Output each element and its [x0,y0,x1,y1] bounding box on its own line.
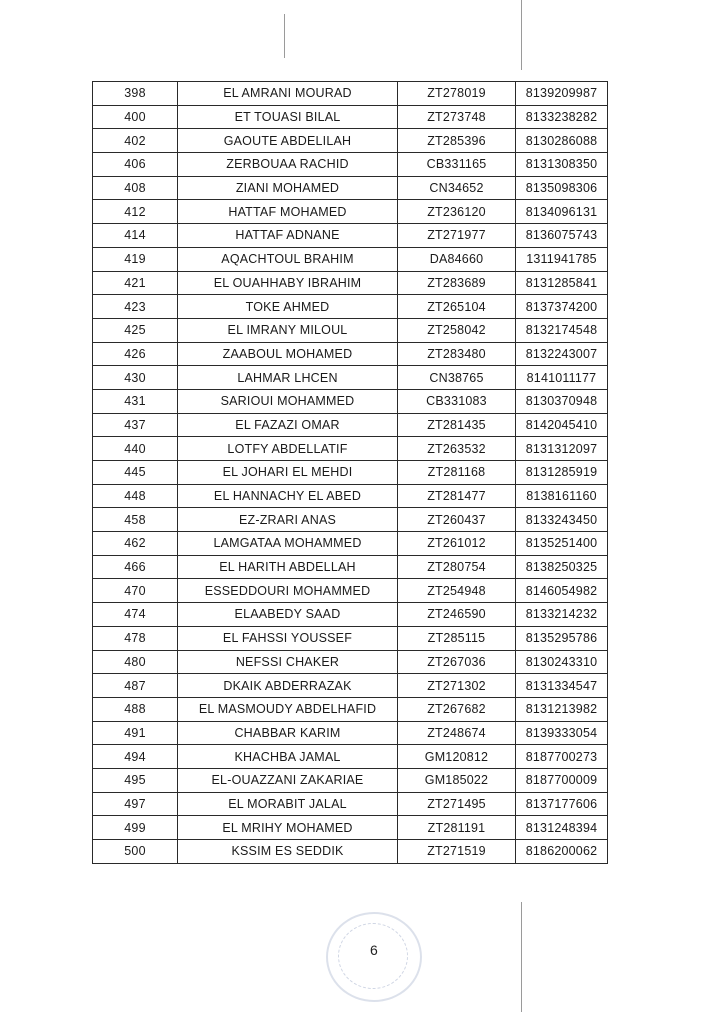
table-row [93,366,608,390]
id-card-cell: ZT285115 [398,626,516,650]
full-name-cell: NEFSSI CHAKER [178,650,398,674]
row-number-cell: 421 [93,271,178,295]
full-name-cell: EL OUAHHABY IBRAHIM [178,271,398,295]
table-row [93,247,608,271]
table-row [93,153,608,177]
table-row [93,579,608,603]
row-number-cell: 430 [93,366,178,390]
full-name-cell: LOTFY ABDELLATIF [178,437,398,461]
row-number-cell: 406 [93,153,178,177]
roster-table [92,81,608,864]
reference-code-cell: 8139209987 [516,82,608,106]
table-row [93,555,608,579]
table-row [93,342,608,366]
reference-code-cell: 8131308350 [516,153,608,177]
reference-code-cell: 8141011177 [516,366,608,390]
row-number-cell: 478 [93,626,178,650]
full-name-cell: ESSEDDOURI MOHAMMED [178,579,398,603]
row-number-cell: 402 [93,129,178,153]
row-number-cell: 488 [93,697,178,721]
id-card-cell: DA84660 [398,247,516,271]
full-name-cell: EL HANNACHY EL ABED [178,484,398,508]
table-row [93,792,608,816]
reference-code-cell: 8135295786 [516,626,608,650]
full-name-cell: SARIOUI MOHAMMED [178,389,398,413]
full-name-cell: ZIANI MOHAMED [178,176,398,200]
row-number-cell: 423 [93,295,178,319]
id-card-cell: ZT278019 [398,82,516,106]
full-name-cell: HATTAF MOHAMED [178,200,398,224]
full-name-cell: KHACHBA JAMAL [178,745,398,769]
row-number-cell: 497 [93,792,178,816]
reference-code-cell: 8131248394 [516,816,608,840]
table-row [93,626,608,650]
scan-mark-left [284,14,285,58]
reference-code-cell: 8137374200 [516,295,608,319]
table-row [93,532,608,556]
row-number-cell: 426 [93,342,178,366]
id-card-cell: ZT281477 [398,484,516,508]
id-card-cell: CB331083 [398,389,516,413]
table-row [93,200,608,224]
full-name-cell: EL FAHSSI YOUSSEF [178,626,398,650]
id-card-cell: ZT248674 [398,721,516,745]
id-card-cell: ZT285396 [398,129,516,153]
id-card-cell: CN34652 [398,176,516,200]
full-name-cell: EL MORABIT JALAL [178,792,398,816]
reference-code-cell: 8146054982 [516,579,608,603]
page-number: 6 [370,942,378,958]
full-name-cell: AQACHTOUL BRAHIM [178,247,398,271]
id-card-cell: ZT281191 [398,816,516,840]
full-name-cell: ELAABEDY SAAD [178,603,398,627]
full-name-cell: ZERBOUAA RACHID [178,153,398,177]
id-card-cell: ZT271977 [398,224,516,248]
reference-code-cell: 8131213982 [516,697,608,721]
reference-code-cell: 8138161160 [516,484,608,508]
table-row [93,318,608,342]
row-number-cell: 499 [93,816,178,840]
id-card-cell: ZT246590 [398,603,516,627]
reference-code-cell: 8135098306 [516,176,608,200]
reference-code-cell: 8135251400 [516,532,608,556]
row-number-cell: 425 [93,318,178,342]
row-number-cell: 462 [93,532,178,556]
id-card-cell: ZT236120 [398,200,516,224]
table-row [93,484,608,508]
full-name-cell: HATTAF ADNANE [178,224,398,248]
reference-code-cell: 8132243007 [516,342,608,366]
id-card-cell: ZT283689 [398,271,516,295]
row-number-cell: 494 [93,745,178,769]
id-card-cell: ZT271302 [398,674,516,698]
id-card-cell: ZT283480 [398,342,516,366]
full-name-cell: CHABBAR KARIM [178,721,398,745]
row-number-cell: 412 [93,200,178,224]
id-card-cell: ZT254948 [398,579,516,603]
full-name-cell: EL MRIHY MOHAMED [178,816,398,840]
id-card-cell: CN38765 [398,366,516,390]
table-row [93,603,608,627]
id-card-cell: GM120812 [398,745,516,769]
table-row [93,508,608,532]
row-number-cell: 466 [93,555,178,579]
full-name-cell: EL FAZAZI OMAR [178,413,398,437]
row-number-cell: 414 [93,224,178,248]
id-card-cell: ZT281168 [398,461,516,485]
id-card-cell: ZT258042 [398,318,516,342]
reference-code-cell: 8131285919 [516,461,608,485]
full-name-cell: KSSIM ES SEDDIK [178,840,398,864]
reference-code-cell: 8137177606 [516,792,608,816]
reference-code-cell: 8132174548 [516,318,608,342]
reference-code-cell: 8136075743 [516,224,608,248]
reference-code-cell: 8131334547 [516,674,608,698]
table-row [93,437,608,461]
table-row [93,129,608,153]
full-name-cell: EZ-ZRARI ANAS [178,508,398,532]
table-row [93,816,608,840]
reference-code-cell: 8130243310 [516,650,608,674]
reference-code-cell: 1311941785 [516,247,608,271]
row-number-cell: 458 [93,508,178,532]
table-row [93,697,608,721]
table-row [93,413,608,437]
row-number-cell: 400 [93,105,178,129]
row-number-cell: 480 [93,650,178,674]
id-card-cell: ZT273748 [398,105,516,129]
full-name-cell: LAMGATAA MOHAMMED [178,532,398,556]
row-number-cell: 495 [93,768,178,792]
table-row [93,389,608,413]
id-card-cell: ZT271519 [398,840,516,864]
full-name-cell: EL JOHARI EL MEHDI [178,461,398,485]
reference-code-cell: 8130286088 [516,129,608,153]
full-name-cell: DKAIK ABDERRAZAK [178,674,398,698]
reference-code-cell: 8133214232 [516,603,608,627]
reference-code-cell: 8131312097 [516,437,608,461]
row-number-cell: 500 [93,840,178,864]
reference-code-cell: 8142045410 [516,413,608,437]
full-name-cell: ZAABOUL MOHAMED [178,342,398,366]
reference-code-cell: 8187700009 [516,768,608,792]
reference-code-cell: 8138250325 [516,555,608,579]
id-card-cell: ZT271495 [398,792,516,816]
id-card-cell: CB331165 [398,153,516,177]
row-number-cell: 437 [93,413,178,437]
table-row [93,271,608,295]
id-card-cell: ZT267036 [398,650,516,674]
reference-code-cell: 8133238282 [516,105,608,129]
row-number-cell: 487 [93,674,178,698]
table-row [93,82,608,106]
table-row [93,840,608,864]
table-row [93,295,608,319]
table-row [93,461,608,485]
row-number-cell: 491 [93,721,178,745]
row-number-cell: 474 [93,603,178,627]
reference-code-cell: 8131285841 [516,271,608,295]
table-row [93,224,608,248]
id-card-cell: GM185022 [398,768,516,792]
reference-code-cell: 8134096131 [516,200,608,224]
full-name-cell: LAHMAR LHCEN [178,366,398,390]
scan-mark-bottom [521,902,522,1012]
id-card-cell: ZT280754 [398,555,516,579]
id-card-cell: ZT260437 [398,508,516,532]
table-row [93,768,608,792]
row-number-cell: 448 [93,484,178,508]
full-name-cell: EL AMRANI MOURAD [178,82,398,106]
reference-code-cell: 8139333054 [516,721,608,745]
id-card-cell: ZT281435 [398,413,516,437]
reference-code-cell: 8133243450 [516,508,608,532]
scan-mark-right [521,0,522,70]
reference-code-cell: 8187700273 [516,745,608,769]
full-name-cell: EL IMRANY MILOUL [178,318,398,342]
full-name-cell: ET TOUASI BILAL [178,105,398,129]
row-number-cell: 419 [93,247,178,271]
row-number-cell: 408 [93,176,178,200]
id-card-cell: ZT267682 [398,697,516,721]
table-row [93,674,608,698]
row-number-cell: 398 [93,82,178,106]
id-card-cell: ZT261012 [398,532,516,556]
id-card-cell: ZT263532 [398,437,516,461]
full-name-cell: TOKE AHMED [178,295,398,319]
full-name-cell: EL-OUAZZANI ZAKARIAE [178,768,398,792]
row-number-cell: 431 [93,389,178,413]
table-row [93,650,608,674]
roster-table-body [93,82,608,864]
full-name-cell: EL MASMOUDY ABDELHAFID [178,697,398,721]
full-name-cell: EL HARITH ABDELLAH [178,555,398,579]
reference-code-cell: 8130370948 [516,389,608,413]
row-number-cell: 470 [93,579,178,603]
table-row [93,105,608,129]
id-card-cell: ZT265104 [398,295,516,319]
full-name-cell: GAOUTE ABDELILAH [178,129,398,153]
table-row [93,176,608,200]
table-row [93,721,608,745]
row-number-cell: 440 [93,437,178,461]
row-number-cell: 445 [93,461,178,485]
table-row [93,745,608,769]
reference-code-cell: 8186200062 [516,840,608,864]
